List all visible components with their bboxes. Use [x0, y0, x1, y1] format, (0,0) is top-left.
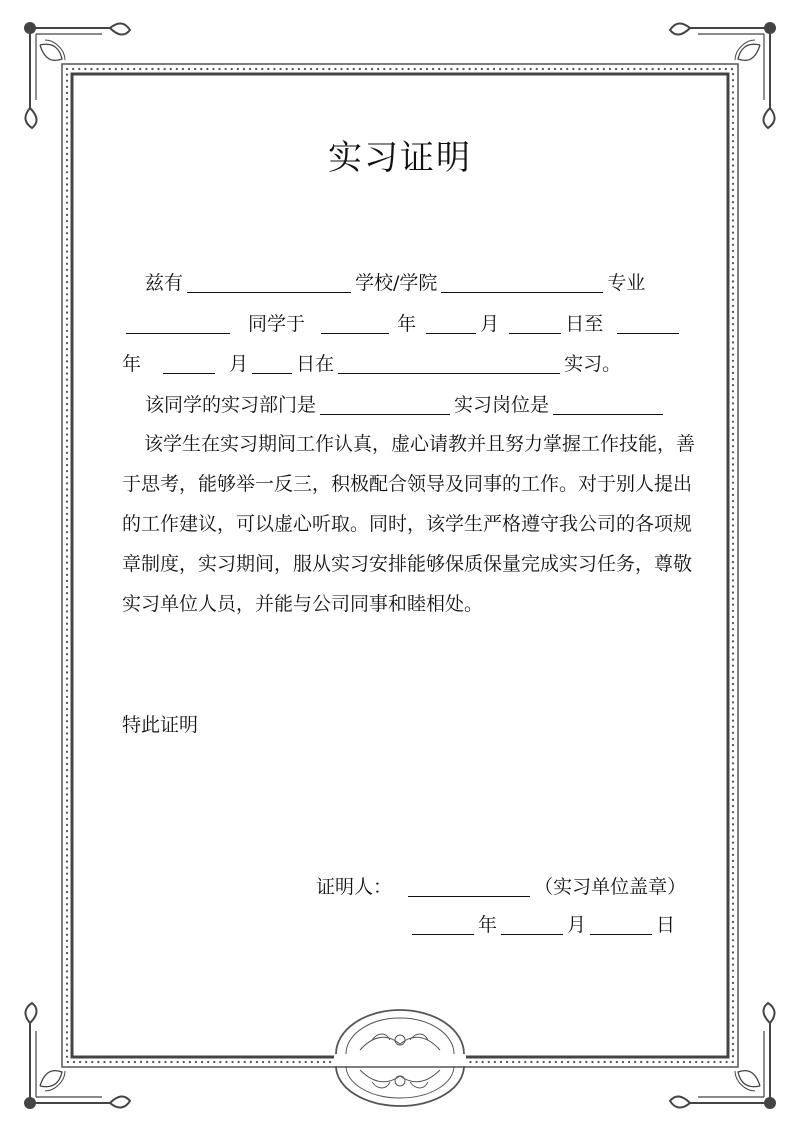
department-label: 该同学的实习部门是	[145, 394, 317, 416]
signature-date-line	[408, 910, 675, 940]
document-title: 实习证明	[328, 138, 472, 178]
day-to-label: 日至	[565, 313, 604, 335]
school-label: 学校/学院	[355, 272, 438, 294]
stamp-note: （实习单位盖章）	[534, 876, 687, 898]
fill-line-2	[122, 309, 683, 339]
sign-day-blank[interactable]	[590, 912, 652, 935]
start-month-label: 月	[480, 313, 500, 335]
start-year-label: 年	[397, 313, 417, 335]
sign-year-blank[interactable]	[412, 912, 474, 935]
end-year-blank[interactable]	[617, 311, 679, 334]
major-label: 专业	[607, 272, 646, 294]
fill-line-3	[122, 349, 621, 379]
classmate-label: 同学于	[248, 313, 306, 335]
fill-line-4	[145, 390, 667, 420]
sign-year-label: 年	[478, 914, 498, 936]
student-name-blank[interactable]	[187, 270, 351, 293]
post-blank[interactable]	[553, 392, 663, 415]
department-blank[interactable]	[320, 392, 450, 415]
internship-label: 实习。	[564, 353, 622, 375]
end-month-blank[interactable]	[163, 351, 215, 374]
post-label: 实习岗位是	[454, 394, 550, 416]
day-at-label: 日在	[296, 353, 335, 375]
sign-month-label: 月	[567, 914, 587, 936]
bottom-medallion-ornament	[334, 1010, 466, 1106]
end-year-label: 年	[122, 353, 142, 375]
closing-statement: 特此证明	[122, 714, 199, 736]
sign-day-label: 日	[656, 914, 676, 936]
end-day-blank[interactable]	[252, 351, 292, 374]
company-blank[interactable]	[338, 351, 560, 374]
start-day-blank[interactable]	[509, 311, 561, 334]
body-paragraph: 该学生在实习期间工作认真，虚心请教并且努力掌握工作技能，善于思考，能够举一反三，积极配合领导及同事的工作。对于别人提出的工作建议，可以虚心听取。同时，该学生严格遵守我公司的各项规章制度，实习期间，服从实习安排能够保质保量完成实习任务，尊敬实习单位人员，并能与公司同事和睦相处。	[122, 433, 696, 615]
start-year-blank[interactable]	[321, 311, 389, 334]
sign-month-blank[interactable]	[501, 912, 563, 935]
signature-line	[316, 872, 686, 902]
start-month-blank[interactable]	[426, 311, 476, 334]
certifier-label: 证明人：	[316, 876, 393, 898]
prefix-text: 兹有	[145, 272, 184, 294]
school-blank[interactable]	[441, 270, 603, 293]
certifier-blank[interactable]	[408, 874, 530, 897]
end-month-label: 月	[229, 353, 249, 375]
major-blank[interactable]	[126, 311, 230, 334]
fill-line-1	[145, 268, 645, 298]
